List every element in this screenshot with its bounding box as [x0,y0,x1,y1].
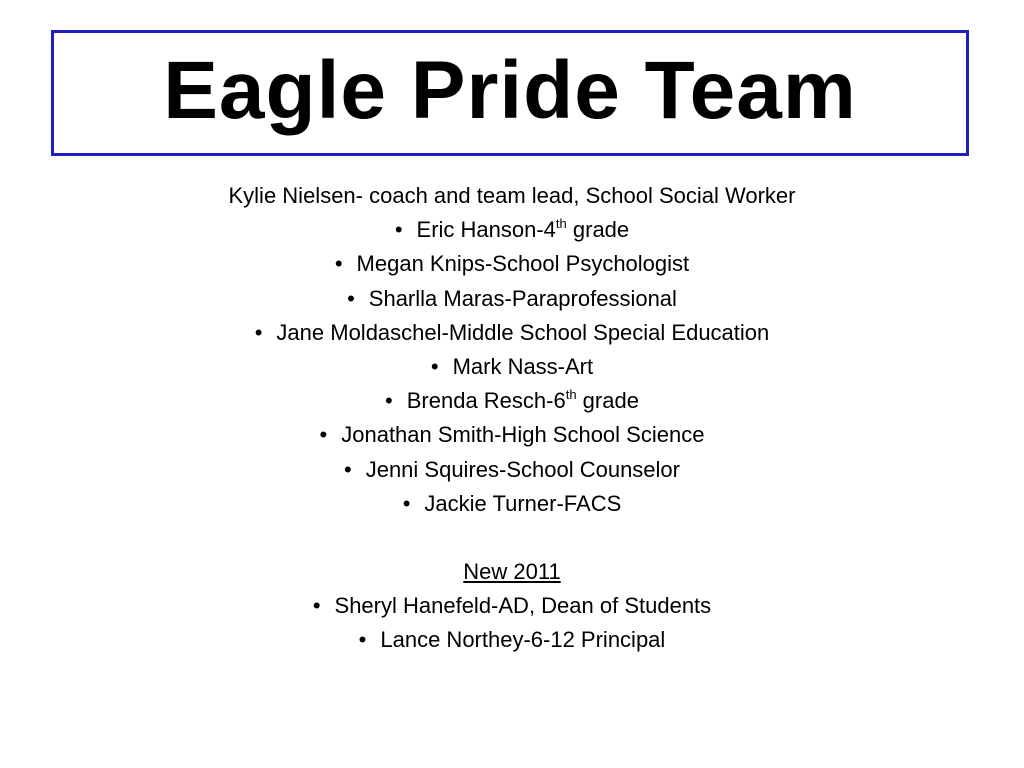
list-item [0,213,1024,247]
bullet-icon: • [334,251,343,277]
list-item-text: Jenni Squires-School Counselor [365,456,680,482]
list-item-text: Eric Hanson-4 [416,217,556,243]
list-item-text: Mark Nass-Art [452,353,594,379]
bullet-icon: • [385,388,393,414]
lead-line: Kylie Nielsen- coach and team lead, School Social Worker [228,183,796,208]
list-item [0,282,1024,316]
list-item [0,247,1024,281]
new-members-heading: New 2011 [463,559,561,585]
title-box [51,30,969,156]
list-item-text: Sharlla Maras-Paraprofessional [368,285,677,311]
list-item-text: Brenda Resch-6 [406,388,566,414]
list-item [0,418,1024,452]
spacer-line [0,521,1024,555]
list-item [0,316,1024,350]
list-item [0,487,1024,521]
slide-title: Eagle Pride Team [163,45,857,136]
slide-body [0,179,1024,658]
bullet-icon: • [358,627,367,653]
list-item-text: Jane Moldaschel-Middle School Special Education [276,319,770,345]
list-item-text: Jackie Turner-FACS [424,490,622,516]
list-item-text-after: grade [576,388,639,414]
bullet-icon: • [344,456,352,482]
ordinal-suffix: th [565,386,577,402]
list-item-text: Megan Knips-School Psychologist [356,251,690,277]
bullet-icon: • [347,285,355,311]
bullet-icon: • [254,319,263,345]
bullet-icon: • [430,353,439,379]
bullet-icon: • [312,593,321,619]
list-item [0,623,1024,657]
list-item-text: Lance Northey-6-12 Principal [380,627,666,653]
list-item-text: Sheryl Hanefeld-AD, Dean of Students [334,593,712,619]
list-item [0,350,1024,384]
list-item-text-after: grade [566,217,630,243]
list-item [0,589,1024,623]
ordinal-suffix: th [555,215,567,231]
list-item [0,453,1024,487]
list-item-text: Jonathan Smith-High School Science [341,422,705,448]
bullet-icon: • [319,422,328,448]
list-item [0,384,1024,418]
bullet-icon: • [402,490,411,516]
bullet-icon: • [394,217,403,243]
